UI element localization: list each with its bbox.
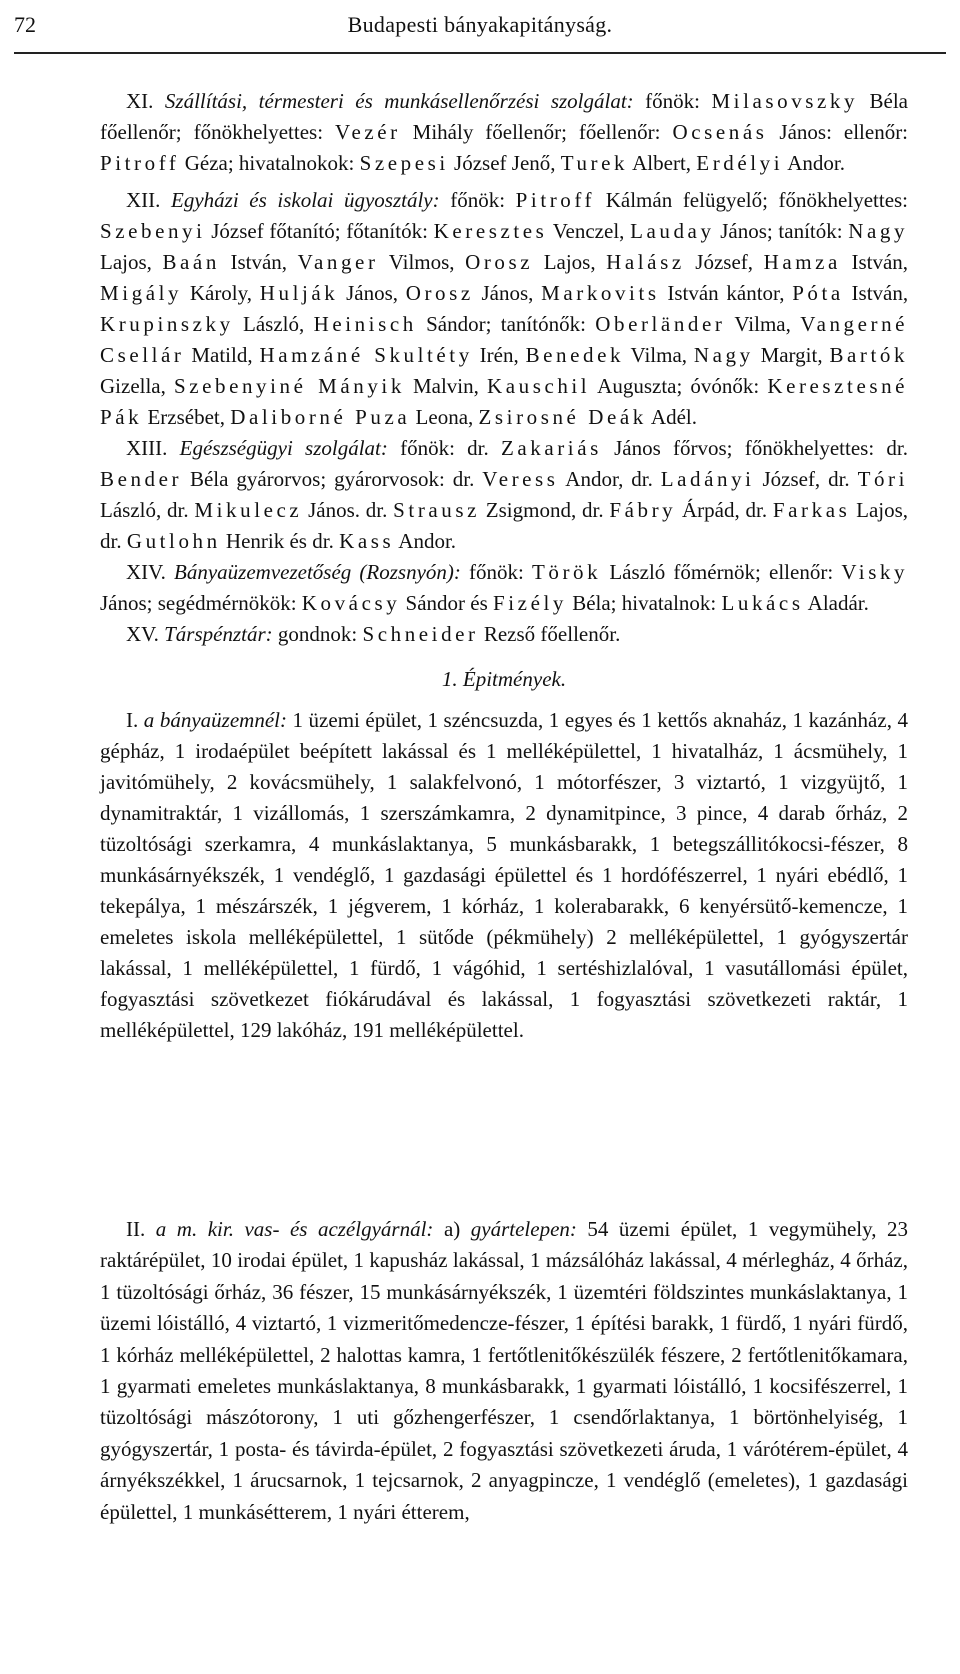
section-xiv: XIV. Bányaüzemvezetőség (Rozsnyón): főnök: Török László főmérnök; ellenőr: Visky János; segédmérnökök: Kovácsy Sándor és Fizély Béla; hivatalnok: Lukács Aladár. <box>100 560 909 615</box>
section-xv: XV. Társpénztár: gondnok: Schneider Rezső főellenőr. <box>126 622 621 646</box>
page-header <box>14 10 946 44</box>
running-title: Budapesti bányakapitányság. <box>347 12 613 37</box>
ironworks-text-block <box>100 1214 908 1528</box>
section-xiii: XIII. Egészségügyi szolgálat: főnök: dr. Zakariás János főrvos; főnökhelyettes: dr. Bender Béla gyárorvos; gyárorvosok: dr. Veress Andor, dr. Ladányi József, dr. Tóri László, dr. Mikulecz János. dr. Strausz Zsigmond, dr. Fábry Árpád, dr. Farkas Lajos, dr. Gutlohn Henrik és dr. Kass Andor. <box>100 436 909 553</box>
staff-text-block <box>100 86 908 1046</box>
subheading-buildings: 1. Épitmények. <box>441 667 567 691</box>
section-xi: XI. Szállítási, térmesteri és munkásellenőrzési szolgálat: főnök: Milasovszky Béla főellenőr; főnökhelyettes: Vezér Mihály főellenőr; főellenőr: Ocsenás János: ellenőr: Pitroff Géza; hivatalnokok: Szepesi József Jenő, Turek Albert, Erdélyi Andor. <box>100 89 909 175</box>
section-i-mining: I. a bányaüzemnél: 1 üzemi épület, 1 széncsuzda, 1 egyes és 1 kettős aknaház, 1 kazánház, 4 gépház, 1 irodaépület beépített lakással és 1 melléképülettel, 1 hivatalház, 1 ácsmühely, 1 javitómühely, 2 kovácsmühely, 1 salakfelvonó, 1 mótorfészer, 3 viztartó, 1 vizgyüjtő, 1 dynamitraktár, 1 vizállomás, 1 szerszámkamra, 2 dynamitpince, 3 pince, 4 darab őrház, 2 tüzoltósági szerkamra, 4 munkáslaktanya, 5 munkásbarakk, 1 betegszállitókocsi-fészer, 8 munkásárnyékszék, 1 vendéglő, 1 gazdasági épülettel és 1 hordófészerrel, 1 nyári ebédlő, 1 tekepálya, 1 mészárszék, 1 jégverem, 1 kórház, 1 kolerabarakk, 6 kenyérsütő-kemencze, 1 emeletes iskola melléképülettel, 1 sütőde (pékmühely) 2 melléképülettel, 1 gyógyszertár lakással, 1 melléképülettel, 1 fürdő, 1 vágóhid, 1 sertéshizlalóval, 1 vasutállomási épület, fogyasztási szövetkezet fiókárudával és lakással, 1 fogyasztási szövetkezeti raktár, 1 melléképülettel, 129 lakóház, 191 melléképülettel. <box>100 708 908 1042</box>
header-rule <box>14 52 946 54</box>
section-ii-ironworks: II. a m. kir. vas- és aczélgyárnál: a) gyártelepen: 54 üzemi épület, 1 vegymühely, 23 raktárépület, 10 irodai épület, 1 kapusház lakással, 1 mázsálóház lakással, 4 mérlegház, 4 őrház, 1 tüzoltósági őrház, 36 fészer, 15 munkásárnyékszék, 1 üzemtéri földszintes munkáslaktanya, 1 üzemi lóistálló, 4 viztartó, 1 vizmeritőmedencze-fészer, 1 építési barakk, 1 fürdő, 1 nyári fürdő, 1 kórház melléképülettel, 2 halottas kamra, 1 fertőtlenitőkészülék fészere, 2 fertőtlenitőkamara, 1 gyarmati emeletes munkáslaktanya, 8 munkásbarakk, 1 gyarmati lóistálló, 1 kocsifészerrel, 1 tüzoltósági mászótorony, 1 uti gőzhengerfészer, 1 csendőrlaktanya, 1 börtönhelyiség, 1 gyógyszertár, 1 posta- és távirda-épület, 2 fogyasztási szövetkezeti áruda, 1 várótérem-épület, 4 árnyékszékkel, 1 árucsarnok, 1 tejcsarnok, 2 anyagpincze, 1 vendéglő (emeletes), 1 gazdasági épülettel, 1 munkásétterem, 1 nyári étterem, <box>100 1217 909 1524</box>
page-number: 72 <box>14 12 36 37</box>
section-xii: XII. Egyházi és iskolai ügyosztály: főnök: Pitroff Kálmán felügyelő; főnökhelyettes: Szebenyi József főtanító; főtanítók: Keresztes Venczel, Lauday János; tanítók: Nagy Lajos, Baán István, Vanger Vilmos, Orosz Lajos, Halász József, Hamza István, Migály Károly, Hulják János, Orosz János, Markovits István kántor, Póta István, Krupinszky László, Heinisch Sándor; tanítónők: Oberländer Vilma, Vangerné Csellár Matild, Hamzáné Skultéty Irén, Benedek Vilma, Nagy Margit, Bartók Gizella, Szebenyiné Mányik Malvin, Kauschil Auguszta; óvónők: Keresztesné Pák Erzsébet, Daliborné Puza Leona, Zsirosné Deák Adél. <box>100 188 909 429</box>
